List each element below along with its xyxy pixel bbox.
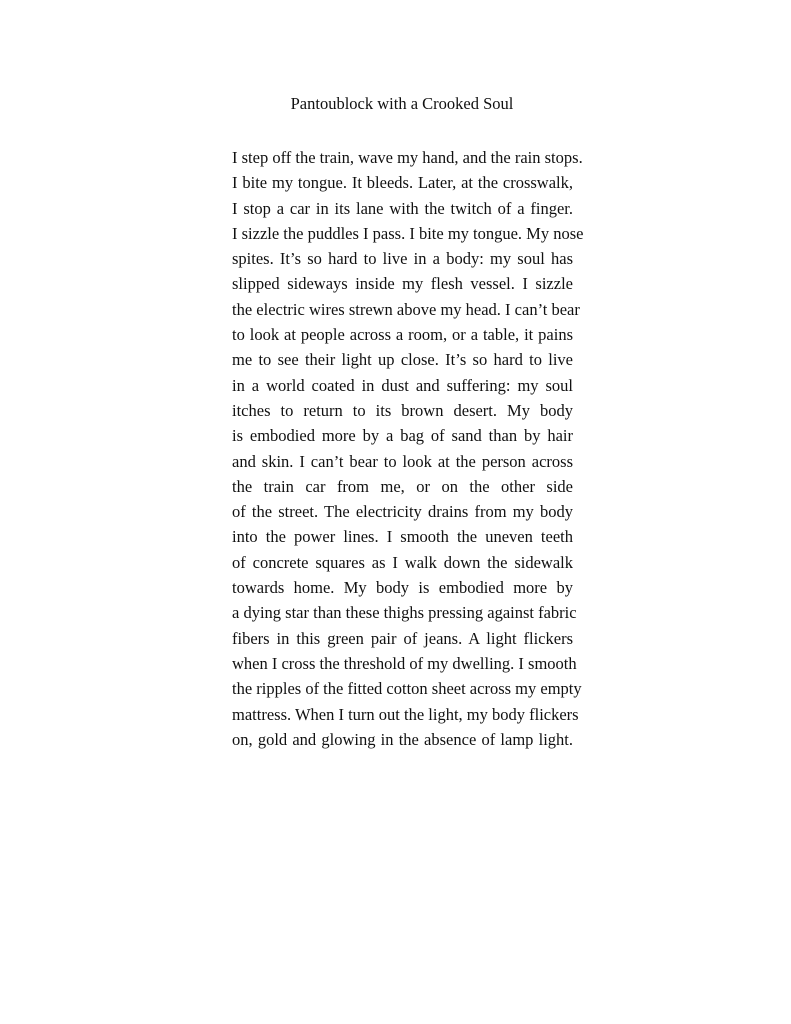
poem-line: I step off the train, wave my hand, and the rain stops. xyxy=(232,148,583,167)
poem-line: of the street. The electricity drains from my body xyxy=(232,502,573,522)
poem-line: mattress. When I turn out the light, my body flickers xyxy=(232,704,579,724)
poem-line: into the power lines. I smooth the uneven teeth xyxy=(232,527,573,547)
poem-line: in a world coated in dust and suffering: my soul xyxy=(232,375,573,395)
poem-line: is embodied more by a bag of sand than by hair xyxy=(232,426,573,446)
poem-line: a dying star than these thighs pressing against fabric xyxy=(232,603,577,623)
poem-line: slipped sideways inside my flesh vessel. I sizzle xyxy=(232,274,573,294)
poem-line: spites. It’s so hard to live in a body: my soul has xyxy=(232,249,573,269)
poem-line: on, gold and glowing in the absence of lamp light. xyxy=(232,729,573,749)
poem-line: of concrete squares as I walk down the sidewalk xyxy=(232,552,573,572)
poem-line: to look at people across a room, or a table, it pains xyxy=(232,325,573,345)
poem-line: the electric wires strewn above my head. I can’t bear xyxy=(232,299,580,319)
poem-line: towards home. My body is embodied more by xyxy=(232,578,573,598)
poem-line: and skin. I can’t bear to look at the person across xyxy=(232,451,573,471)
poem-body xyxy=(232,145,584,752)
poem-line: the ripples of the fitted cotton sheet across my empty xyxy=(232,679,582,699)
poem-line: itches to return to its brown desert. My body xyxy=(232,400,573,420)
poem-line: me to see their light up close. It’s so hard to live xyxy=(232,350,573,370)
poem-line: fibers in this green pair of jeans. A light flickers xyxy=(232,628,573,648)
poem-line: when I cross the threshold of my dwelling. I smooth xyxy=(232,653,577,673)
poem-line: the train car from me, or on the other side xyxy=(232,476,573,496)
poem-line: I stop a car in its lane with the twitch of a finger. xyxy=(232,198,573,218)
poem-line: I bite my tongue. It bleeds. Later, at the crosswalk, xyxy=(232,173,573,193)
poem-line: I sizzle the puddles I pass. I bite my tongue. My nose xyxy=(232,223,584,243)
poem-title: Pantoublock with a Crooked Soul xyxy=(290,94,514,113)
